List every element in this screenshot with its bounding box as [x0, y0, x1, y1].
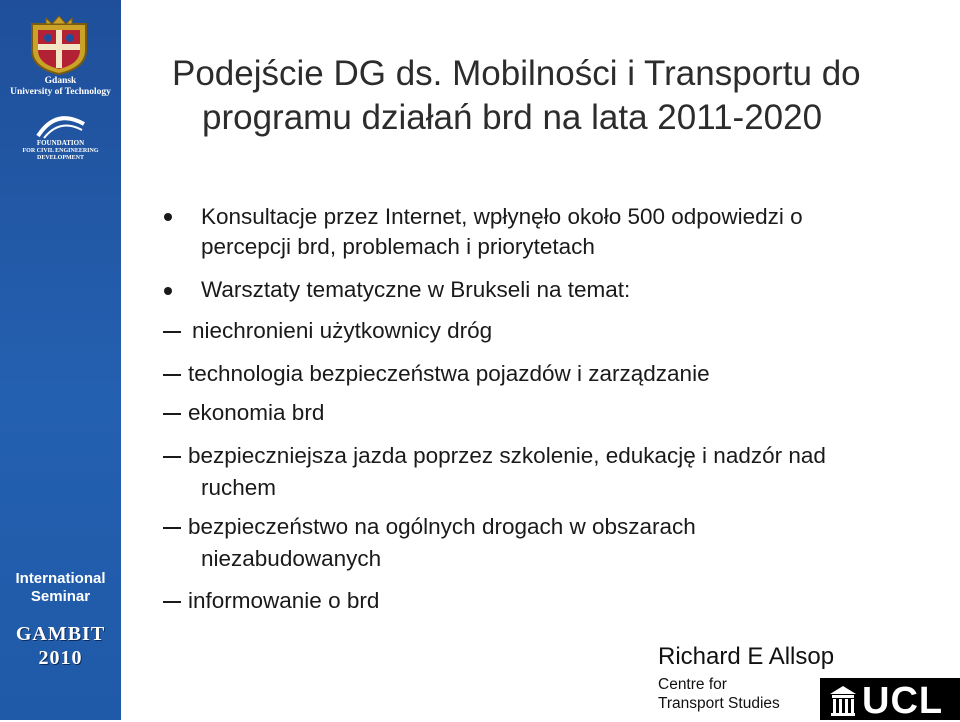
subitem-line: bezpieczniejsza jazda poprzez szkolenie, edukację i nadzór nad: [188, 443, 826, 468]
subitem-line: niezabudowanych: [201, 546, 382, 571]
bullet-item-line: percepcji brd, problemach i priorytetach: [201, 234, 595, 259]
dash-icon: [163, 601, 181, 603]
bullet-dot-icon: [164, 213, 172, 221]
subitem-line: technologia bezpieczeństwa pojazdów i zarządzanie: [188, 361, 710, 386]
bullet-dot-icon: [164, 287, 172, 295]
author-name: Richard E Allsop: [658, 643, 835, 670]
ucl-logo-text: UCL: [862, 680, 944, 722]
dash-icon: [163, 374, 181, 376]
subitem-line: informowanie o brd: [188, 588, 380, 613]
event-year: 2010: [38, 647, 83, 669]
university-crest-icon: [26, 14, 92, 76]
ucl-portico-icon: [828, 684, 858, 716]
affiliation-line2: Transport Studies: [658, 695, 780, 712]
dash-icon: [163, 527, 181, 529]
author-affiliation: [658, 675, 780, 713]
event-label: [0, 622, 121, 670]
foundation-name-line2: FOR CIVIL ENGINEERING DEVELOPMENT: [22, 148, 99, 161]
slide-title-line2: programu działań brd na lata 2011-2020: [202, 98, 823, 137]
dash-icon: [163, 413, 181, 415]
university-name-line1: Gdansk: [44, 76, 77, 86]
dash-icon: [163, 331, 181, 333]
affiliation-line1: Centre for: [658, 676, 727, 693]
subitem-line: ruchem: [201, 475, 277, 500]
subitem-line: niechronieni użytkownicy dróg: [192, 318, 493, 343]
seminar-label: [0, 570, 121, 606]
subitem-line: ekonomia brd: [188, 400, 325, 425]
dash-icon: [163, 456, 181, 458]
foundation-name-line1: FOUNDATION: [36, 139, 85, 147]
university-name-line2: University of Technology: [10, 87, 111, 97]
seminar-line2: Seminar: [30, 588, 91, 605]
sidebar: [0, 0, 121, 720]
slide-title: [172, 52, 932, 140]
subitem-line: bezpieczeństwo na ogólnych drogach w obszarach: [188, 514, 696, 539]
event-name: GAMBIT: [15, 623, 106, 645]
slide-title-line1: Podejście DG ds. Mobilności i Transportu do: [172, 54, 861, 93]
bullet-item-line: Konsultacje przez Internet, wpłynęło około 500 odpowiedzi o: [201, 204, 803, 229]
seminar-line1: International: [15, 570, 106, 587]
bullet-item-line: Warsztaty tematyczne w Brukseli na temat:: [201, 277, 631, 302]
foundation-logo-icon: [36, 110, 86, 140]
